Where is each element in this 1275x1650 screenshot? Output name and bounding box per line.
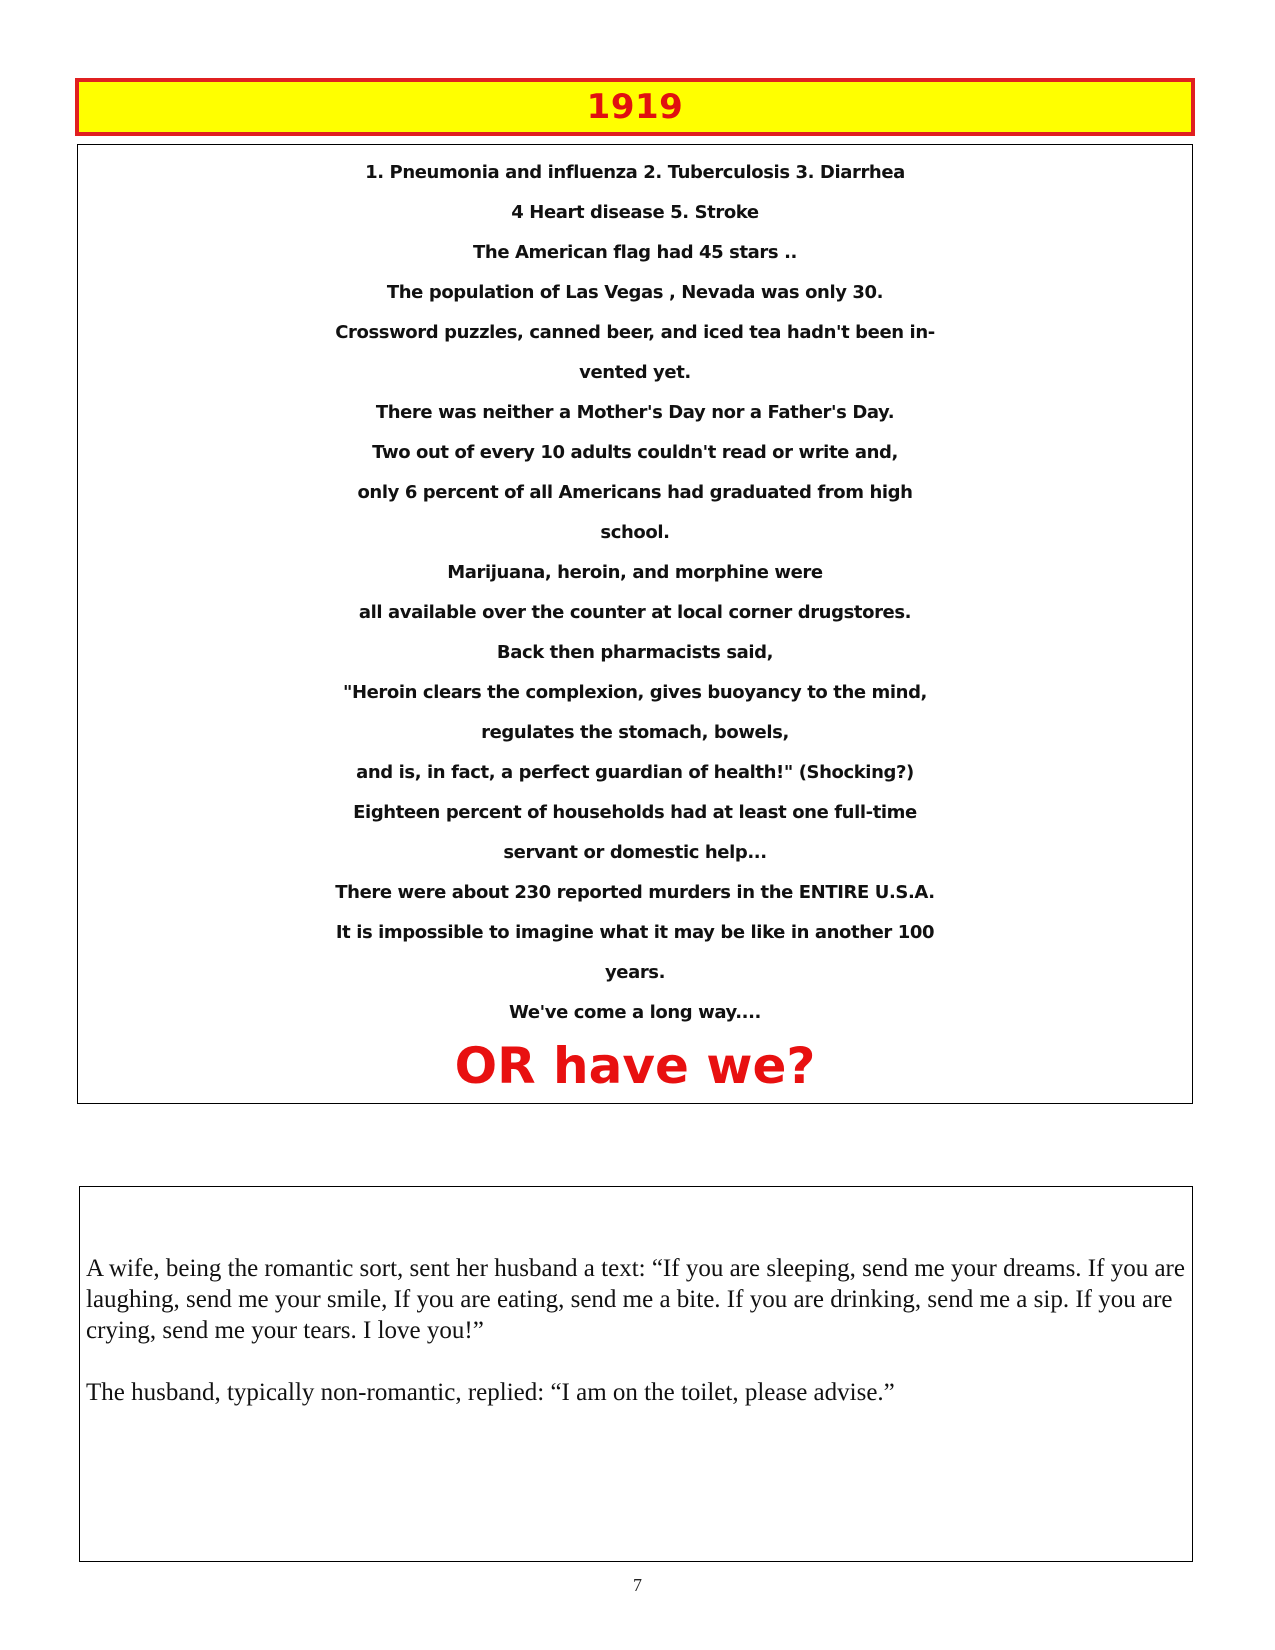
year-banner: [75, 78, 1195, 136]
joke-box: [79, 1186, 1193, 1562]
fact-line: Marijuana, heroin, and morphine were: [447, 562, 823, 583]
fact-line: We've come a long way....: [509, 1002, 761, 1023]
fact-line: Back then pharmacists said,: [496, 642, 774, 663]
fact-line: There were about 230 reported murders in the ENTIRE U.S.A.: [335, 882, 935, 903]
page-number: 7: [633, 1575, 642, 1595]
fact-line: "Heroin clears the complexion, gives buoyancy to the mind,: [342, 682, 927, 703]
fact-line: Eighteen percent of households had at least one full-time: [353, 802, 917, 823]
fact-line: 4 Heart disease 5. Stroke: [511, 202, 759, 223]
joke-paragraph-wife: A wife, being the romantic sort, sent her husband a text: “If you are sleeping, send me your dreams. If you are laughing, send me your smile, If you are eating, send me a bite. If you are drinking, send me a sip. If you are crying, send me your tears. I love you!”: [86, 1255, 1185, 1344]
year-title: 1919: [586, 87, 684, 127]
fact-line: Two out of every 10 adults couldn't read or write and,: [372, 442, 898, 463]
fact-line: servant or domestic help...: [503, 842, 767, 863]
fact-line: and is, in fact, a perfect guardian of health!" (Shocking?): [356, 762, 914, 783]
fact-line: regulates the stomach, bowels,: [481, 722, 789, 743]
fact-line: school.: [600, 522, 670, 543]
fact-line: all available over the counter at local corner drugstores.: [358, 602, 912, 623]
fact-line: The American flag had 45 stars ..: [473, 242, 797, 263]
fact-line: only 6 percent of all Americans had graduated from high: [357, 482, 913, 503]
fact-line: There was neither a Mother's Day nor a Father's Day.: [375, 402, 895, 423]
facts-box: [77, 144, 1193, 1104]
fact-line: vented yet.: [579, 362, 691, 383]
fact-line: 1. Pneumonia and influenza 2. Tuberculosis 3. Diarrhea: [365, 162, 905, 183]
fact-line: Crossword puzzles, canned beer, and iced tea hadn't been in-: [335, 322, 935, 343]
closing-question: OR have we?: [454, 1037, 816, 1095]
fact-line: The population of Las Vegas , Nevada was only 30.: [386, 282, 884, 303]
joke-paragraph-husband: The husband, typically non-romantic, replied: “I am on the toilet, please advise.”: [86, 1379, 895, 1406]
fact-line: years.: [604, 962, 666, 983]
fact-line: It is impossible to imagine what it may be like in another 100: [335, 922, 935, 943]
